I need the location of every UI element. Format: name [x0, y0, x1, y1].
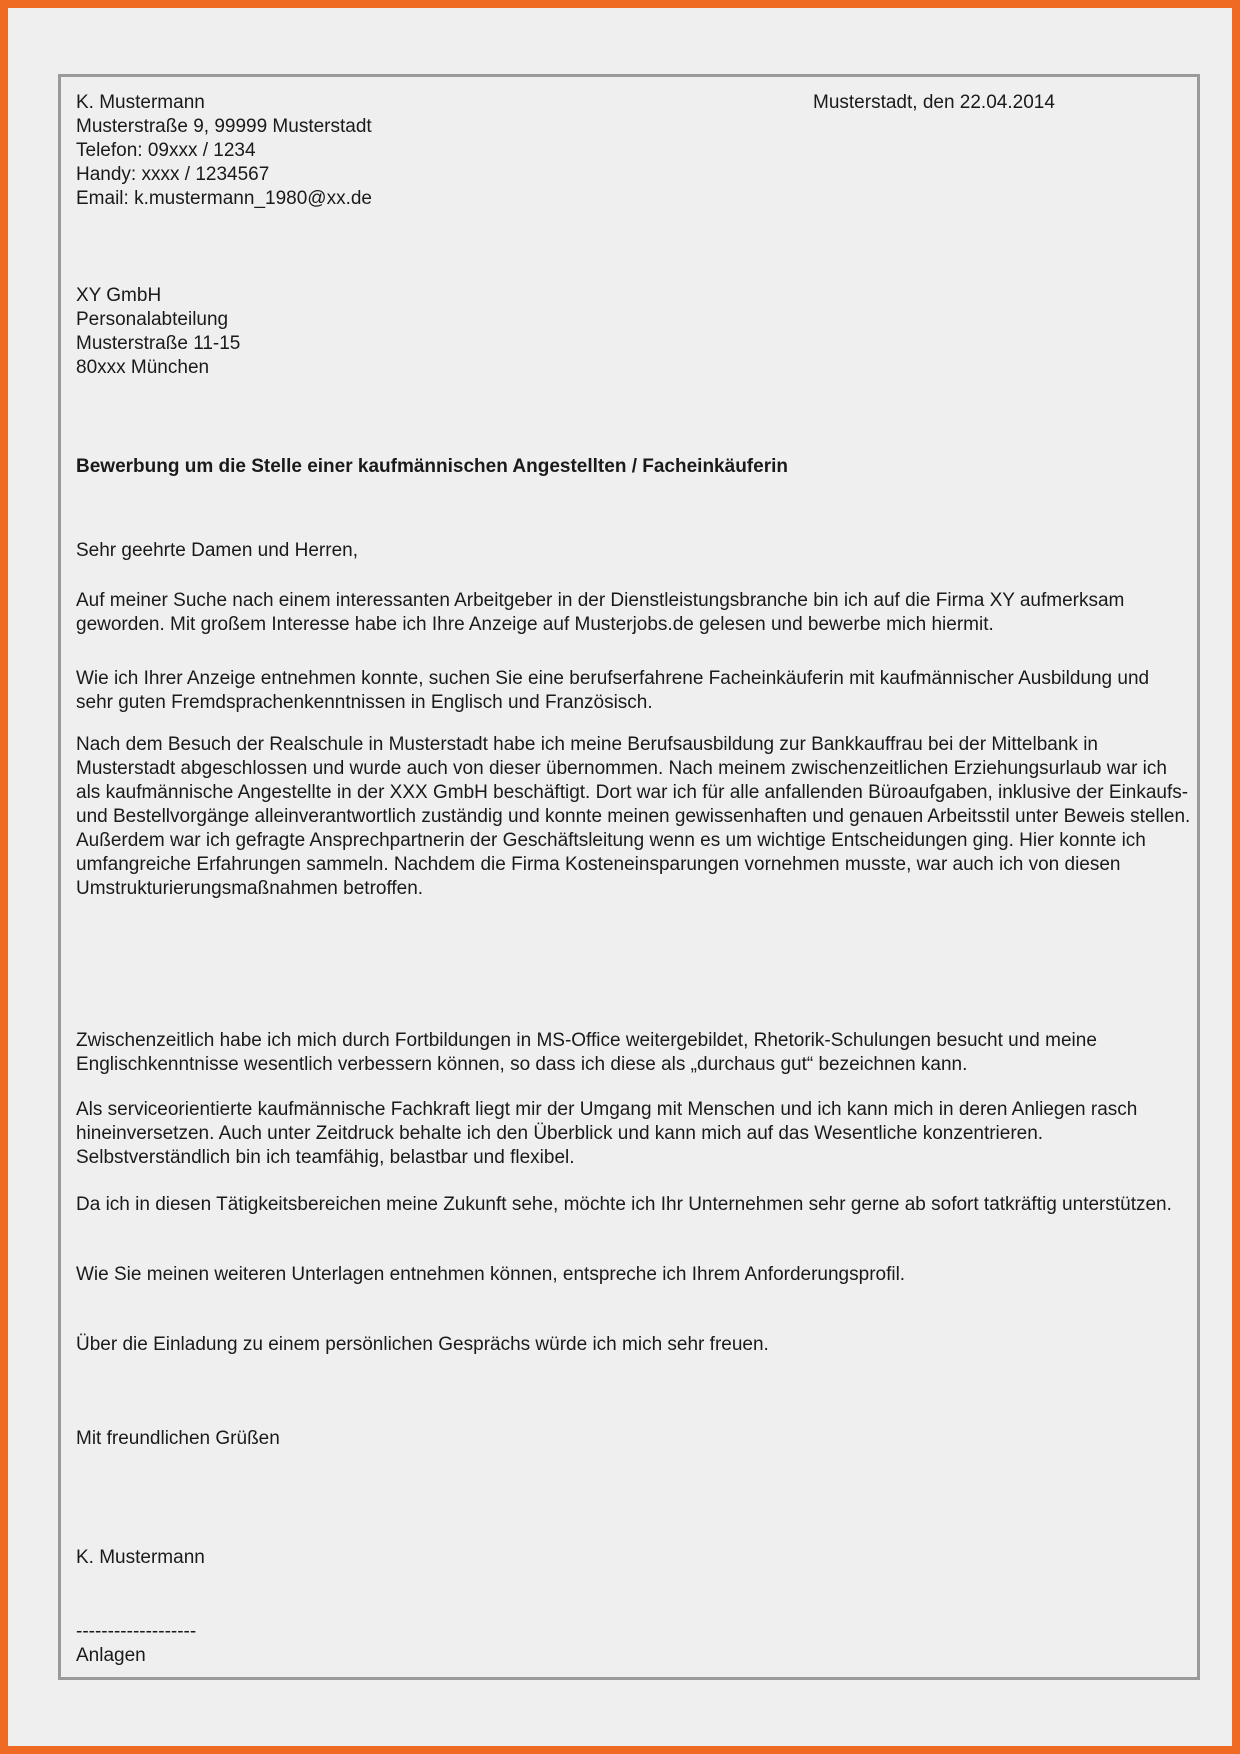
signature-name: K. Mustermann	[76, 1547, 205, 1568]
closing: Mit freundlichen Grüßen	[76, 1428, 280, 1449]
page-background	[8, 8, 1232, 1746]
paragraph-4: Zwischenzeitlich habe ich mich durch Fortbildungen in MS-Office weitergebildet, Rhetorik-Schulungen besucht und meine Englischkenntnisse wesentlich verbessern können, so dass ich diese als „durchaus gut“ bezeichnen kann.	[76, 1030, 1097, 1075]
subject-line: Bewerbung um die Stelle einer kaufmännischen Angestellten / Facheinkäuferin	[76, 456, 788, 477]
paragraph-8: Über die Einladung zu einem persönlichen Gesprächs würde ich mich sehr freuen.	[76, 1334, 769, 1355]
salutation: Sehr geehrte Damen und Herren,	[76, 540, 358, 561]
paragraph-7: Wie Sie meinen weiteren Unterlagen entnehmen können, entspreche ich Ihrem Anforderungsprofil.	[76, 1264, 906, 1285]
sender-phone: Telefon: 09xxx / 1234	[76, 140, 256, 161]
attachments-label: Anlagen	[76, 1645, 146, 1666]
paragraph-5: Als serviceorientierte kaufmännische Fachkraft liegt mir der Umgang mit Menschen und ich kann mich in deren Anliegen rasch hineinversetzen. Auch unter Zeitdruck behalte ich den Überblick und kann mich auf das Wesentliche konzentrieren. Selbstverständlich bin ich teamfähig, belastbar und flexibel.	[76, 1099, 1138, 1168]
paragraph-1: Auf meiner Suche nach einem interessanten Arbeitgeber in der Dienstleistungsbranche bin ich auf die Firma XY aufmerksam geworden. Mit großem Interesse habe ich Ihre Anzeige auf Musterjobs.de gelesen und bewerbe mich hiermit.	[76, 590, 1125, 635]
sender-email: Email: k.mustermann_1980@xx.de	[76, 188, 372, 209]
divider-line: -------------------	[76, 1621, 197, 1642]
recipient-company: XY GmbH	[76, 285, 162, 306]
sender-name: K. Mustermann	[76, 92, 205, 113]
recipient-city: 80xxx München	[76, 357, 210, 378]
date-line: Musterstadt, den 22.04.2014	[813, 92, 1055, 113]
recipient-department: Personalabteilung	[76, 309, 229, 330]
recipient-street: Musterstraße 11-15	[76, 333, 241, 354]
paragraph-3: Nach dem Besuch der Realschule in Musterstadt habe ich meine Berufsausbildung zur Bankkauffrau bei der Mittelbank in Musterstadt abgeschlossen und wurde auch von dieser übernommen. Nach meinem zwischenzeitlichen Erziehungsurlaub war ich als kaufmännische Angestellte in der XXX GmbH beschäftigt. Dort war ich für alle anfallenden Büroaufgaben, inklusive der Einkaufs- und Bestellvorgänge alleinverantwortlich zuständig und konnte meinen gewissenhaften und genauen Arbeitsstil unter Beweis stellen. Außerdem war ich gefragte Ansprechpartnerin der Geschäftsleitung wenn es um wichtige Entscheidungen ging. Hier konnte ich umfangreiche Erfahrungen sammeln. Nachdem die Firma Kosteneinsparungen vornehmen musste, war auch ich von diesen Umstrukturierungsmaßnahmen betroffen.	[76, 734, 1191, 899]
paragraph-2: Wie ich Ihrer Anzeige entnehmen konnte, suchen Sie eine berufserfahrene Facheinkäuferin mit kaufmännischer Ausbildung und sehr guten Fremdsprachenkenntnissen in Englisch und Französisch.	[76, 668, 1150, 713]
sender-street: Musterstraße 9, 99999 Musterstadt	[76, 116, 372, 137]
recipient-address	[76, 284, 240, 380]
paragraph-6: Da ich in diesen Tätigkeitsbereichen meine Zukunft sehe, möchte ich Ihr Unternehmen sehr gerne ab sofort tatkräftig unterstützen.	[76, 1194, 1172, 1215]
letter-page	[58, 74, 1200, 1680]
sender-mobile: Handy: xxxx / 1234567	[76, 164, 270, 185]
sender-address	[76, 91, 372, 211]
